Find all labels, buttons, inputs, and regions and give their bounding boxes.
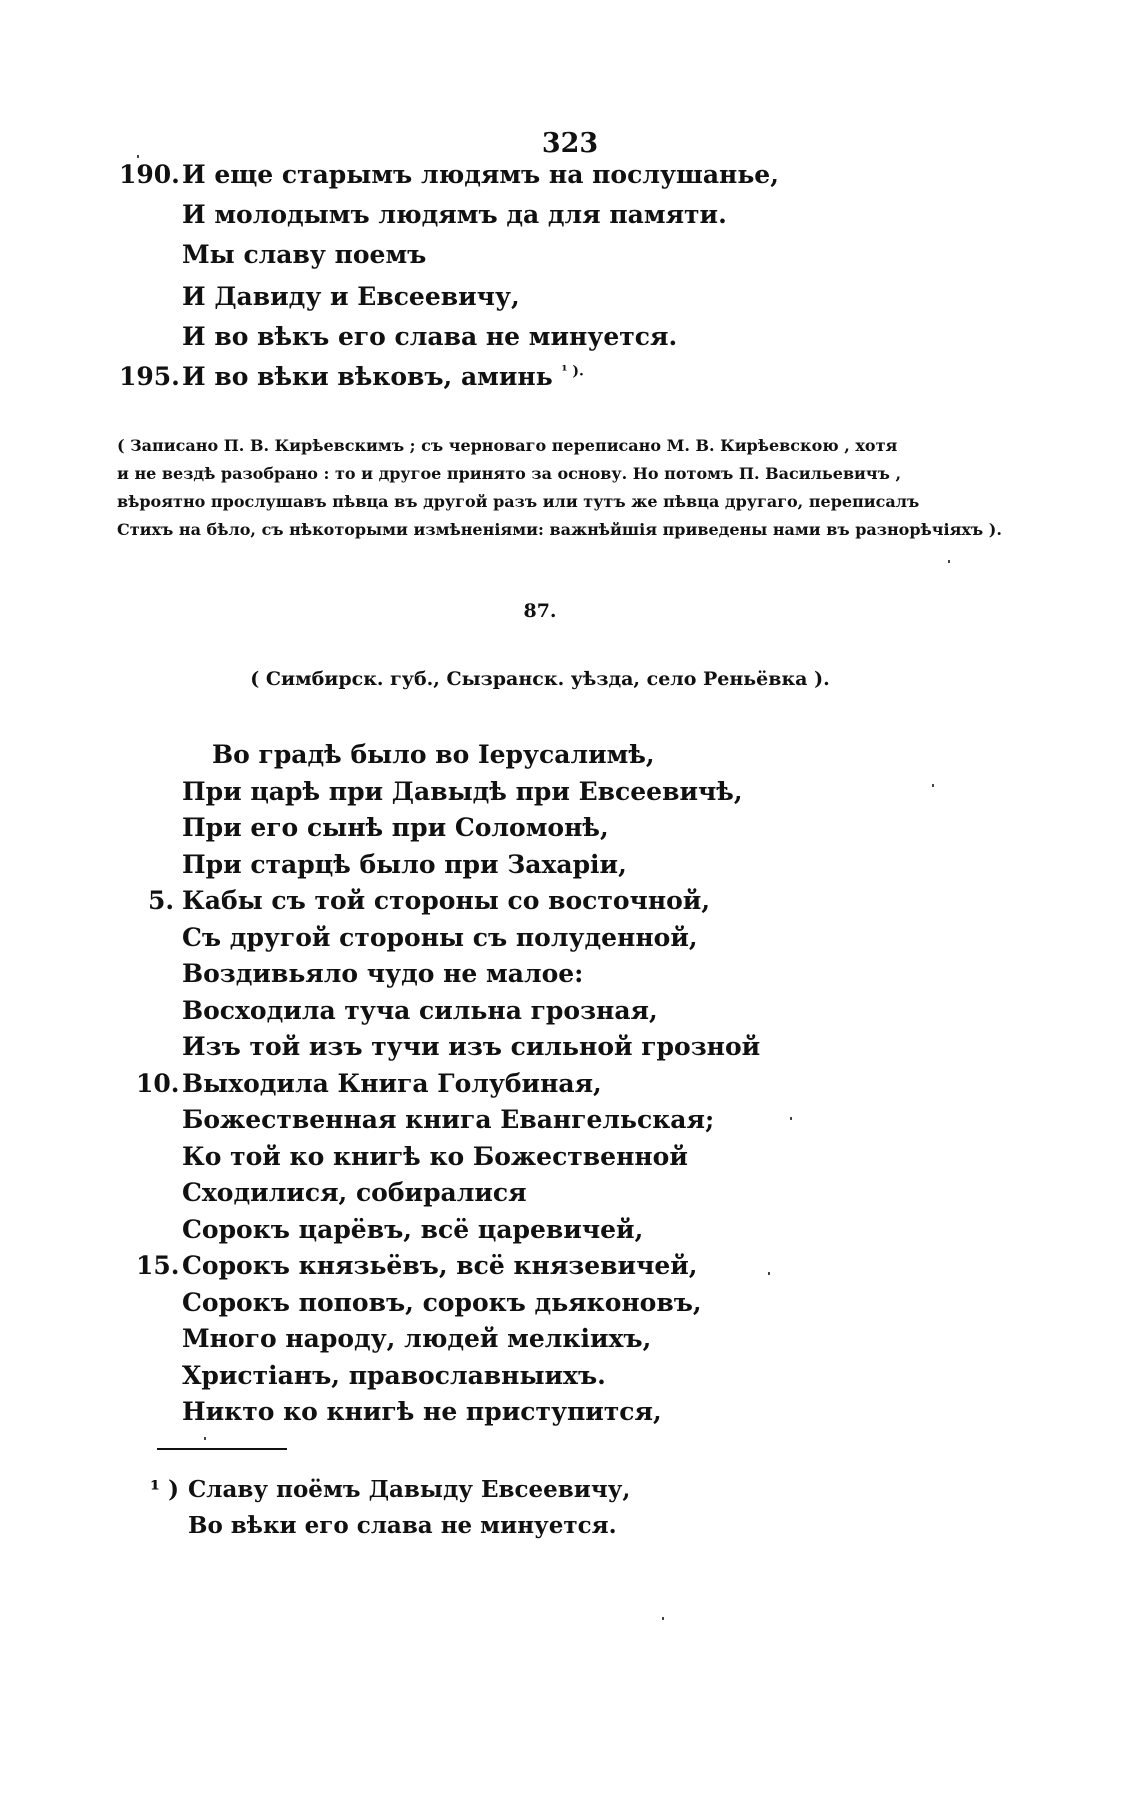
scan-speck xyxy=(204,1437,206,1440)
song-number: 87. xyxy=(523,600,557,622)
verse-line: Изъ той изъ тучи изъ сильной грозной xyxy=(182,1032,761,1061)
verse-line: И Давиду и Евсеевичу, xyxy=(182,282,520,311)
verse-line: Кабы съ той стороны со восточной, xyxy=(182,886,711,915)
verse-line: Сорокъ царёвъ, всё царевичей, xyxy=(182,1215,644,1244)
verse-number: 195. xyxy=(119,362,180,391)
verse-line: Божественная книга Евангельская; xyxy=(182,1105,715,1134)
verse-line: Христіанъ, православныихъ. xyxy=(182,1361,606,1390)
verse-line: И еще старымъ людямъ на послушанье, xyxy=(182,160,779,189)
footnote-line: Славу поёмъ Давыду Евсеевичу, xyxy=(188,1476,631,1503)
verse-line: Сходилися, собиралися xyxy=(182,1178,527,1207)
verse-line: Мы славу поемъ xyxy=(182,240,427,269)
note-line: ( Записано П. В. Кирѣевскимъ ; съ черноваго переписано М. В. Кирѣевскою , хотя xyxy=(117,436,898,455)
verse-line: Ко той ко книгѣ ко Божественной xyxy=(182,1142,688,1171)
note-line: вѣроятно прослушавъ пѣвца въ другой разъ или тутъ же пѣвца другаго, переписалъ xyxy=(117,492,920,511)
verse-line-with-note xyxy=(182,362,584,391)
verse-line: Во градѣ было во Іерусалимѣ, xyxy=(212,740,655,769)
song-location: ( Симбирск. губ., Сызранск. уѣзда, село Реньёвка ). xyxy=(250,668,830,690)
verse-text: И во вѣки вѣковъ, аминь xyxy=(182,362,553,391)
verse-line: При его сынѣ при Соломонѣ, xyxy=(182,813,609,842)
verse-line: Много народу, людей мелкіихъ, xyxy=(182,1324,652,1353)
verse-number: 5. xyxy=(148,886,175,915)
verse-line: При царѣ при Давыдѣ при Евсеевичѣ, xyxy=(182,777,743,806)
scan-speck xyxy=(932,784,934,787)
verse-line: И молодымъ людямъ да для памяти. xyxy=(182,200,727,229)
scan-speck xyxy=(948,560,950,563)
scan-speck xyxy=(768,1272,770,1275)
note-line: Стихъ на бѣло, съ нѣкоторыми измѣненіями: важнѣйшія приведены нами въ разнорѣчіяхъ ). xyxy=(117,520,1002,539)
verse-line: Воздивьяло чудо не малое: xyxy=(182,959,584,988)
verse-line: Выходила Книга Голубиная, xyxy=(182,1069,602,1098)
page-number: 323 xyxy=(541,128,599,159)
scan-speck xyxy=(137,155,139,158)
verse-line: Никто ко книгѣ не приступится, xyxy=(182,1397,662,1426)
scan-speck xyxy=(790,1117,792,1120)
footnote-reference: ¹ ). xyxy=(561,363,584,380)
verse-line: Сорокъ поповъ, сорокъ дьяконовъ, xyxy=(182,1288,702,1317)
note-line: и не вездѣ разобрано : то и другое принято за основу. Но потомъ П. Васильевичъ , xyxy=(117,464,902,483)
footnote-marker: ¹ ) xyxy=(150,1476,179,1503)
verse-number: 15. xyxy=(136,1251,180,1280)
verse-line: Восходила туча сильна грозная, xyxy=(182,996,658,1025)
editorial-note xyxy=(117,432,1002,544)
verse-line: При старцѣ было при Захаріи, xyxy=(182,850,627,879)
verse-number: 190. xyxy=(119,160,180,189)
verse-line: И во вѣкъ его слава не минуется. xyxy=(182,322,678,351)
verse-line: Сорокъ князьёвъ, всё князевичей, xyxy=(182,1251,698,1280)
footnote-divider xyxy=(157,1448,287,1450)
footnote-line: Во вѣки его слава не минуется. xyxy=(188,1512,617,1539)
verse-line: Съ другой стороны съ полуденной, xyxy=(182,923,698,952)
verse-number: 10. xyxy=(136,1069,180,1098)
scan-speck xyxy=(662,1617,664,1620)
